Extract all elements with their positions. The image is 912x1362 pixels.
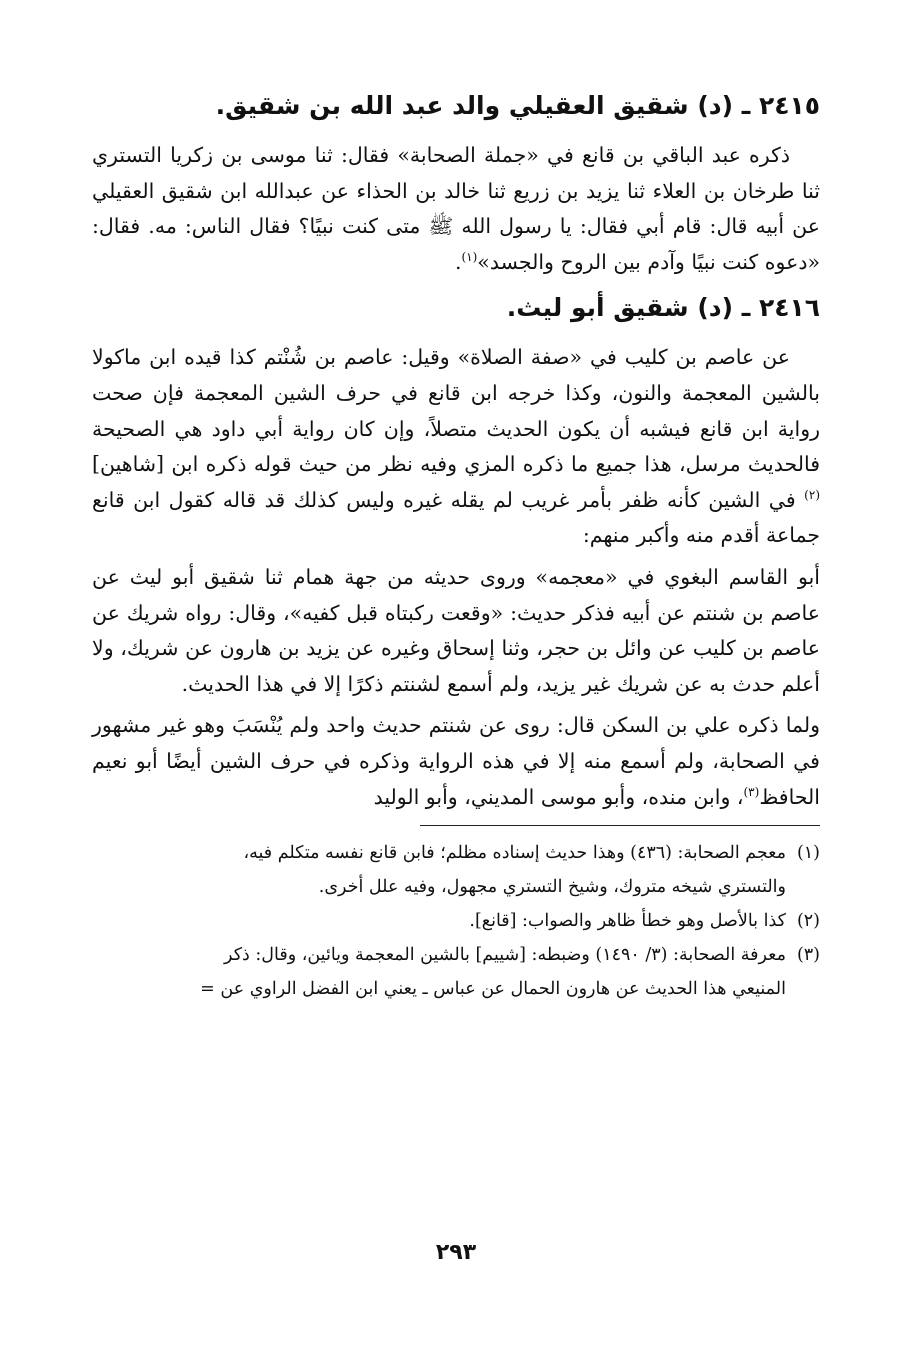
footnote-divider: [420, 825, 820, 826]
paragraph-tail: ، وابن منده، وأبو موسى المديني، وأبو الوليد: [373, 784, 744, 809]
entry-paragraph: [92, 708, 820, 815]
footnote-ref: (٣): [743, 784, 760, 799]
paragraph-text: ذكره عبد الباقي بن قانع في «جملة الصحابة» فقال: ثنا موسى بن زكريا التستري ثنا طرخان بن العلاء ثنا يزيد بن زريع ثنا خالد بن الحذاء عن عبدالله ابن شقيق العقيلي عن أبيه قال: قام أبي فقال: يا رسول الله ﷺ متى كنت نبيًا؟ فقال الناس: مه. فقال: «دعوه كنت نبيًا وآدم بين الروح والجسد»: [92, 143, 820, 274]
footnote-text: معجم الصحابة: (٤٣٦) وهذا حديث إسناده مظلم؛ فابن قانع نفسه متكلم فيه،: [243, 843, 786, 864]
footnote-item: [92, 836, 820, 870]
entry-2415: [92, 88, 820, 280]
entry-paragraph: [92, 560, 820, 702]
paragraph-text: عن عاصم بن كليب في «صفة الصلاة» وقيل: عاصم بن شُنْتم كذا قيده ابن ماكولا بالشين المعجمة والنون، وكذا خرجه ابن قانع في حرف الشين المعجمة فإن صحت رواية ابن قانع فيشبه أن يكون الحديث متصلاً، وإن كان رواية أبي داود هي الصحيحة فالحديث مرسل، هذا جميع ما ذكره المزي وفيه نظر من حيث قوله ذكره ابن [شاهين]: [92, 345, 820, 477]
footnote-number: (٣): [796, 945, 820, 966]
entry-heading: ٢٤١٥ ـ (د) شقيق العقيلي والد عبد الله بن شقيق.: [215, 91, 820, 120]
entry-heading: ٢٤١٦ ـ (د) شقيق أبو ليث.: [506, 293, 820, 323]
paragraph-tail: .: [454, 249, 462, 274]
entry-paragraph: [92, 138, 820, 280]
footnote-continuation: والتستري شيخه متروك، وشيخ التستري مجهول، وفيه علل أخرى.: [318, 877, 786, 898]
footnote-ref: (١): [461, 249, 478, 264]
footnote-item: [92, 904, 820, 938]
footnote-text: كذا بالأصل وهو خطأ ظاهر والصواب: [قانع].: [469, 911, 786, 932]
page-number: ٢٩٣: [435, 1240, 477, 1265]
paragraph-text: ولما ذكره علي بن السكن قال: روى عن شنتم حديث واحد ولم يُنْسَبَ وهو غير مشهور في الصحابة، ولم أسمع منه إلا في هذه الرواية وذكره في حرف الشين أيضًا أبو نعيم الحافظ: [92, 713, 820, 809]
footnote-continuation: المنيعي هذا الحديث عن هارون الحمال عن عباس ـ يعني ابن الفضل الراوي عن =: [200, 979, 786, 1000]
footnote-text: معرفة الصحابة: (٣/ ١٤٩٠) وضبطه: [شييم] بالشين المعجمة ويائين، وقال: ذكر: [224, 945, 786, 966]
footnotes: [92, 836, 820, 1006]
entry-paragraph: [92, 340, 820, 554]
footnote-item: [92, 938, 820, 972]
footnote-number: (١): [796, 843, 820, 864]
entry-2416: [92, 290, 820, 815]
footnote-ref: (٢): [804, 487, 820, 502]
paragraph-text: أبو القاسم البغوي في «معجمه» وروى حديثه من جهة همام ثنا شقيق أبو ليث عن عاصم بن شنتم عن أبيه فذكر حديث: «وقعت ركبتاه قبل كفيه»، وقال: رواه شريك عن عاصم بن كليب عن وائل بن حجر، وثنا إسحاق وغيره عن يزيد بن هارون عن شريك، ولا أعلم حدث به عن شريك غير يزيد، ولم أسمع لشنتم ذكرًا إلا في هذا الحديث.: [92, 564, 820, 696]
footnote-number: (٢): [796, 911, 820, 932]
paragraph-tail: في الشين كأنه ظفر بأمر غريب لم يقله غيره وليس كذلك قد قاله كقول ابن قانع جماعة أقدم منه وأكبر منهم:: [92, 487, 820, 548]
